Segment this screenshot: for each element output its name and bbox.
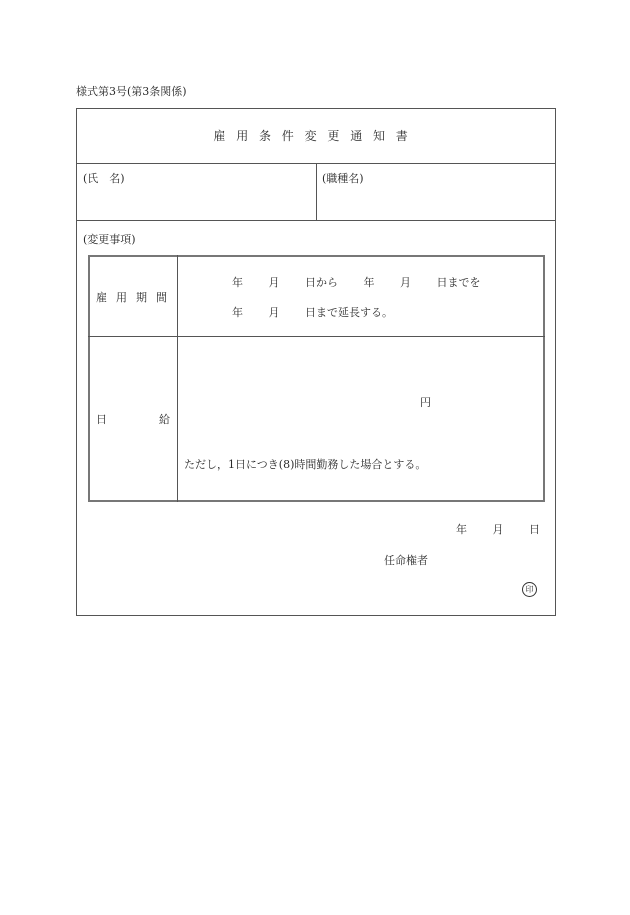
employment-period-label: 雇 用 期 間 xyxy=(96,291,170,304)
table-column-divider xyxy=(177,255,178,502)
document-title: 雇用条件変更通知書 xyxy=(213,129,419,143)
job-title-field-label: (職種名) xyxy=(322,172,364,185)
table-row-divider xyxy=(88,336,545,337)
appointing-authority-label: 任命権者 xyxy=(384,554,428,567)
wage-condition-note: ただし，1日につき(8)時間勤務した場合とする。 xyxy=(184,458,427,471)
period-from-to-line: 年 月 日から 年 月 日までを xyxy=(232,276,481,289)
daily-wage-label-part1: 日 xyxy=(96,413,107,426)
signature-date: 年 月 日 xyxy=(456,523,540,536)
seal-mark: 印 xyxy=(522,582,537,597)
row-divider xyxy=(76,220,556,221)
column-divider xyxy=(316,163,317,220)
daily-wage-label-part2: 給 xyxy=(159,413,170,426)
period-extension-line: 年 月 日まで延長する。 xyxy=(232,306,393,319)
form-number-label: 様式第3号(第3条関係) xyxy=(76,85,187,98)
name-field-label: (氏 名) xyxy=(83,172,125,185)
changes-heading: (変更事項) xyxy=(83,233,136,246)
yen-unit: 円 xyxy=(420,396,431,409)
